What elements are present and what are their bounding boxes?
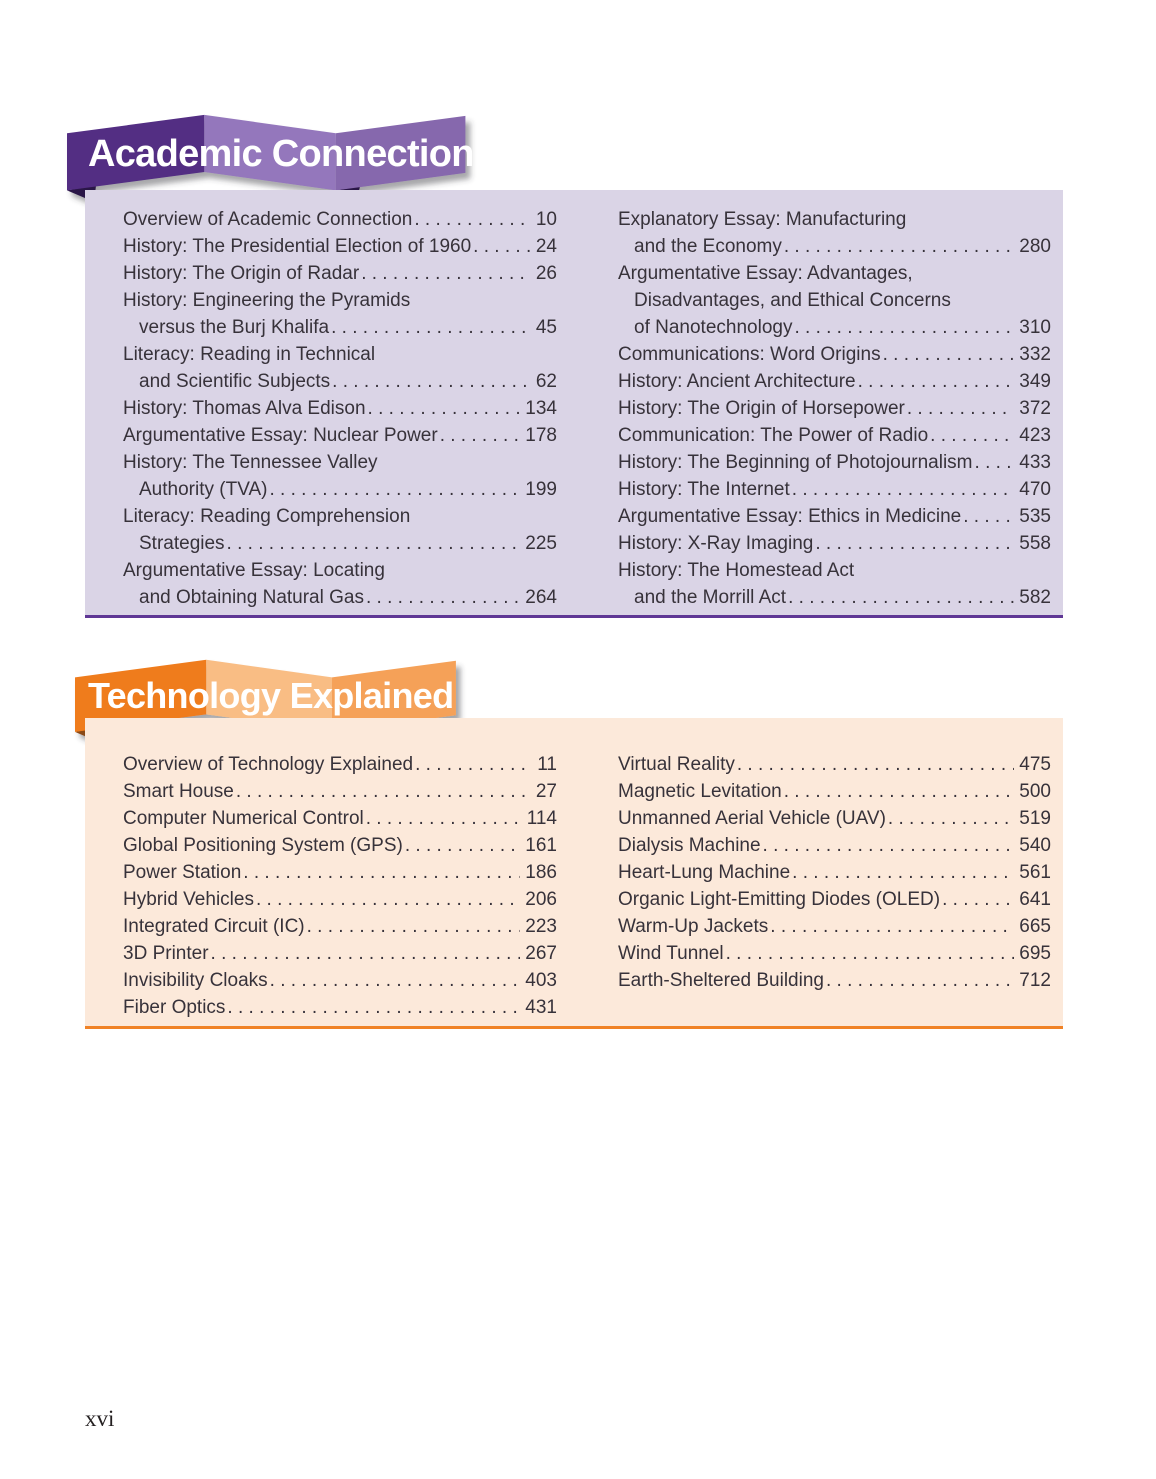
toc-entry-title: Argumentative Essay: Ethics in Medicine [618,506,962,527]
toc-entry [123,832,557,859]
toc-entry-title: Strategies [139,533,225,554]
toc-entry [123,449,557,503]
toc-entry-title: History: Thomas Alva Edison [123,398,366,419]
toc-entry-page: 431 [525,997,557,1018]
dot-leader [858,368,1015,395]
toc-entry-title: Overview of Academic Connection [123,209,413,230]
toc-entry [618,503,1051,530]
toc-entry-title: Organic Light-Emitting Diodes (OLED) [618,889,941,910]
toc-entry-title: Unmanned Aerial Vehicle (UAV) [618,808,886,829]
toc-entry [618,449,1051,476]
toc-entry-page: 178 [525,425,557,446]
dot-leader [826,967,1014,994]
toc-entry-title: Disadvantages, and Ethical Concerns [634,290,951,311]
toc-entry [123,940,557,967]
toc-entry [618,886,1051,913]
toc-entry [123,886,557,913]
toc-entry-title: Global Positioning System (GPS) [123,835,403,856]
toc-entry-page: 27 [535,781,557,802]
toc-entry-page: 11 [537,754,557,775]
toc-entry [123,233,557,260]
dot-leader [256,886,520,913]
dot-leader [269,476,520,503]
toc-entry [618,557,1051,611]
toc-entry-page: 264 [525,587,557,608]
toc-entry-title: Argumentative Essay: Locating [123,560,385,581]
toc-entry-title: Heart-Lung Machine [618,862,791,883]
toc-entry-page: 134 [525,398,557,419]
page-number: xvi [85,1406,115,1431]
toc-entry-title: Literacy: Reading in Technical [123,344,376,365]
toc-entry [618,341,1051,368]
toc-entry-page: 665 [1019,916,1051,937]
toc-entry-title: Argumentative Essay: Nuclear Power [123,425,438,446]
dot-leader [792,476,1015,503]
dot-leader [942,886,1014,913]
toc-entry-page: 433 [1019,452,1051,473]
toc-entry-title: 3D Printer [123,943,209,964]
toc-entry-title: Communications: Word Origins [618,344,881,365]
toc-entry-page: 45 [535,317,557,338]
toc-entry-title: and Obtaining Natural Gas [139,587,364,608]
toc-entry-title: History: The Homestead Act [618,560,855,581]
dot-leader [763,832,1015,859]
toc-entry [123,206,557,233]
toc-entry-page: 161 [525,835,557,856]
toc-entry-page: 267 [525,943,557,964]
toc-entry [618,913,1051,940]
toc-entry-title: and Scientific Subjects [139,371,331,392]
toc-column-right [618,751,1051,1026]
toc-entry-page: 349 [1019,371,1051,392]
toc-entry-title: Magnetic Levitation [618,781,782,802]
toc-entry [618,368,1051,395]
dot-leader [770,913,1014,940]
toc-entry-title: Communication: The Power of Radio [618,425,929,446]
toc-entry-page: 423 [1019,425,1051,446]
toc-entry-title: Explanatory Essay: Manufacturing [618,209,907,230]
toc-entry-title: Smart House [123,781,234,802]
toc-entry-page: 186 [525,862,557,883]
section-title: Technology Explained [88,675,454,716]
toc-entry [123,994,557,1021]
dot-leader [366,584,520,611]
toc-column-left [123,206,557,615]
toc-entry-page: 470 [1019,479,1051,500]
toc-entry-title: versus the Burj Khalifa [139,317,330,338]
toc-entry [618,778,1051,805]
toc-entry-page: 561 [1019,862,1051,883]
toc-entry-title: of Nanotechnology [634,317,793,338]
toc-entry [618,967,1051,994]
toc-entry [618,940,1051,967]
toc-entry-page: 582 [1019,587,1051,608]
toc-entry-title: Integrated Circuit (IC) [123,916,305,937]
toc-entry-page: 310 [1019,317,1051,338]
toc-entry [123,913,557,940]
toc-entry-page: 24 [535,236,557,257]
toc-entry-page: 206 [525,889,557,910]
toc-entry-title: Wind Tunnel [618,943,724,964]
toc-entry [618,422,1051,449]
dot-leader [332,368,531,395]
toc-entry-title: History: X-Ray Imaging [618,533,814,554]
toc-entry-page: 223 [525,916,557,937]
toc-entry-title: History: Ancient Architecture [618,371,856,392]
toc-entry [123,805,557,832]
toc-entry-title: Authority (TVA) [139,479,268,500]
toc-column-left [123,751,557,1026]
toc-entry [123,751,557,778]
dot-leader [975,449,1015,476]
toc-entry-title: Dialysis Machine [618,835,761,856]
dot-leader [366,805,522,832]
toc-entry-page: 519 [1019,808,1051,829]
toc-entry-title: Hybrid Vehicles [123,889,254,910]
dot-leader [815,530,1014,557]
dot-leader [211,940,521,967]
toc-entry-page: 712 [1019,970,1051,991]
dot-leader [227,530,521,557]
toc-entry [618,530,1051,557]
dot-leader [784,233,1014,260]
toc-entry [123,967,557,994]
toc-entry [618,832,1051,859]
toc-entry-page: 62 [535,371,557,392]
toc-entry-title: Virtual Reality [618,754,735,775]
dot-leader [794,314,1014,341]
dot-leader [236,778,531,805]
dot-leader [726,940,1015,967]
toc-entry-title: Fiber Optics [123,997,226,1018]
toc-entry-page: 475 [1019,754,1051,775]
toc-entry [123,260,557,287]
dot-leader [963,503,1014,530]
toc-entry [123,395,557,422]
dot-leader [227,994,520,1021]
toc-entry [123,422,557,449]
dot-leader [243,859,520,886]
toc-entry [618,859,1051,886]
toc-column-right [618,206,1051,615]
toc-entry-page: 332 [1019,344,1051,365]
toc-entry [123,287,557,341]
dot-leader [907,395,1014,422]
toc-entry-title: and the Economy [634,236,782,257]
toc-entry-title: History: The Origin of Horsepower [618,398,905,419]
toc-entry [618,206,1051,260]
toc-entry-title: and the Morrill Act [634,587,787,608]
dot-leader [737,751,1014,778]
toc-entry-page: 500 [1019,781,1051,802]
toc-entry-page: 372 [1019,398,1051,419]
dot-leader [792,859,1014,886]
dot-leader [368,395,521,422]
toc-entry-page: 558 [1019,533,1051,554]
dot-leader [405,832,520,859]
toc-entry-title: History: Engineering the Pyramids [123,290,411,311]
toc-entry-title: Computer Numerical Control [123,808,364,829]
toc-entry-title: Literacy: Reading Comprehension [123,506,411,527]
toc-entry-page: 10 [535,209,557,230]
dot-leader [883,341,1015,368]
toc-entry-title: Overview of Technology Explained [123,754,414,775]
toc-entry [123,503,557,557]
toc-entry-title: Argumentative Essay: Advantages, [618,263,913,284]
dot-leader [788,584,1014,611]
toc-entry [618,395,1051,422]
toc-entry [618,260,1051,341]
toc-entry-page: 225 [525,533,557,554]
dot-leader [307,913,521,940]
toc-entry-page: 114 [526,808,557,829]
toc-entry-page: 695 [1019,943,1051,964]
toc-entry-title: History: The Tennessee Valley [123,452,378,473]
toc-entry-title: History: The Origin of Radar [123,263,360,284]
toc-entry [123,341,557,395]
toc-entry-page: 199 [525,479,557,500]
toc-entry [123,859,557,886]
dot-leader [440,422,521,449]
toc-entry-title: Earth-Sheltered Building [618,970,824,991]
toc-entry-page: 280 [1019,236,1051,257]
dot-leader [930,422,1014,449]
toc-entry-page: 26 [535,263,557,284]
toc-entry-title: History: The Presidential Election of 1960 [123,236,472,257]
toc-entry-title: Invisibility Cloaks [123,970,268,991]
toc-entry [618,751,1051,778]
toc-entry-title: Power Station [123,862,242,883]
toc-entry [618,476,1051,503]
dot-leader [414,206,530,233]
section-title: Academic Connection [88,133,474,175]
toc-entry-page: 403 [525,970,557,991]
dot-leader [270,967,521,994]
toc-entry-page: 535 [1019,506,1051,527]
dot-leader [415,751,532,778]
toc-entry [123,557,557,611]
toc-entry-title: History: The Internet [618,479,790,500]
toc-panel [85,718,1063,1029]
toc-entry-page: 641 [1019,889,1051,910]
toc-entry-title: Warm-Up Jackets [618,916,769,937]
toc-entry-title: History: The Beginning of Photojournalism [618,452,973,473]
dot-leader [784,778,1015,805]
dot-leader [473,233,531,260]
dot-leader [331,314,531,341]
dot-leader [888,805,1014,832]
toc-entry [123,778,557,805]
toc-entry [618,805,1051,832]
toc-panel [85,190,1063,618]
dot-leader [361,260,531,287]
toc-entry-page: 540 [1019,835,1051,856]
